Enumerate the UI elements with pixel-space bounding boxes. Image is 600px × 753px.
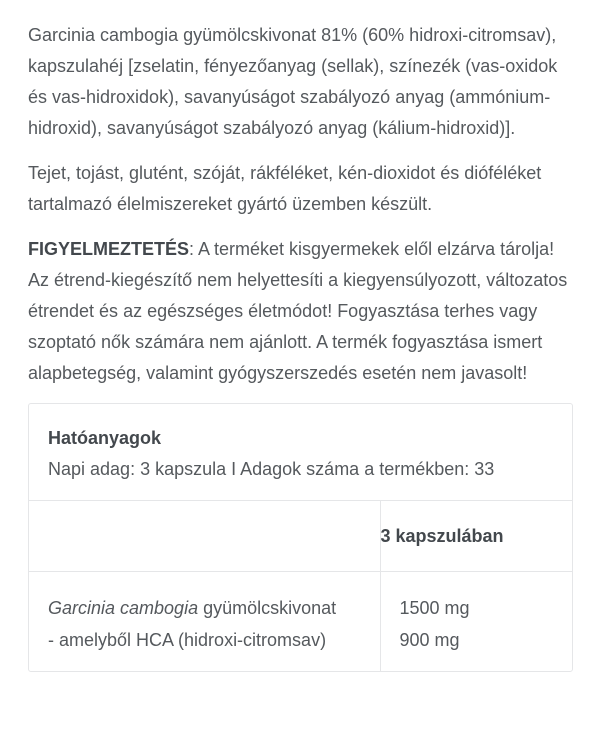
ingredient-row	[29, 572, 572, 672]
warning-label: FIGYELMEZTETÉS	[28, 239, 190, 259]
table-header-row	[29, 501, 572, 572]
card-caption	[29, 404, 572, 500]
card-subtitle: Napi adag: 3 kapszula I Adagok száma a termékben: 33	[48, 459, 495, 479]
amount-line2: 900 mg	[399, 630, 460, 650]
ingredient-name-line1	[48, 592, 372, 624]
card-title: Hatóanyagok	[48, 428, 162, 448]
active-ingredients-card	[28, 403, 573, 672]
ingredient-amount-cell	[380, 572, 572, 672]
ingredient-name-cell	[29, 572, 380, 672]
amount-line1: 1500 mg	[399, 598, 470, 618]
ingredients-paragraph: Garcinia cambogia gyümölcskivonat 81% (60% hidroxi-citromsav), kapszulahéj [zselatin, fényezőanyag (sellak), színezék (vas-oxidok és vas-hidroxidok), savanyúságot szabályozó anyag (ammónium-hidroxid), savanyúságot szabályozó anyag (kálium-hidroxid)].	[28, 25, 558, 138]
amount-header-cell: 3 kapszulában	[380, 501, 572, 572]
warning-paragraph	[28, 234, 573, 389]
allergens-paragraph: Tejet, tojást, glutént, szóját, rákféléket, kén-dioxidot és dióféléket tartalmazó élelmiszereket gyártó üzemben készült.	[28, 163, 542, 214]
ingredient-name-line2: - amelyből HCA (hidroxi-citromsav)	[48, 630, 327, 650]
empty-header-cell	[29, 501, 380, 572]
ingredients-table	[29, 500, 572, 671]
ingredient-latin-name: Garcinia cambogia	[48, 598, 199, 618]
ingredient-name-rest: gyümölcskivonat	[198, 598, 337, 618]
warning-text: : A terméket kisgyermekek elől elzárva tárolja! Az étrend-kiegészítő nem helyettesíti a kiegyensúlyozott, változatos étrendet és az egészséges életmódot! Fogyasztása terhes vagy szoptató nők számára nem ajánlott. A termék fogyasztása ismert alapbetegség, valamint gyógyszerszedés esetén nem javasolt!	[28, 239, 568, 383]
